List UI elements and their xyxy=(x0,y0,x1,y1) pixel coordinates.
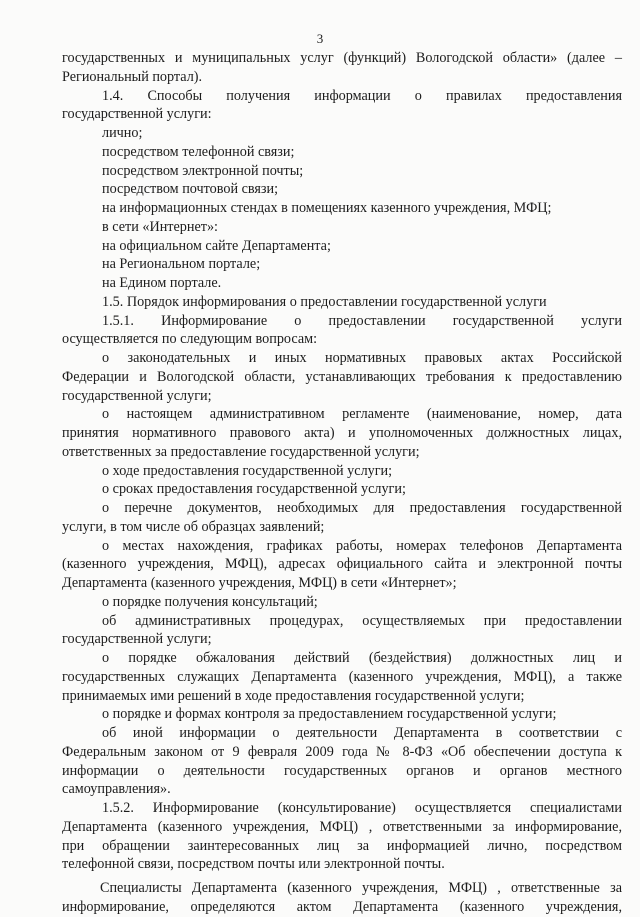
document-body xyxy=(62,49,622,917)
text-line: государственной услуги; xyxy=(62,631,212,648)
text-line: 1.5.1. Информирование о предоставлении государственной услуги xyxy=(102,312,622,329)
text-line: о настоящем административном регламенте (наименование, номер, дата xyxy=(102,406,622,423)
text-line: о ходе предоставления государственной услуги; xyxy=(102,462,393,479)
text-line: (казенного учреждения, МФЦ), адресах официального сайта и электронной почты xyxy=(62,556,622,573)
text-line: Федеральным законом от 9 февраля 2009 года № 8-ФЗ «Об обеспечении доступа к xyxy=(62,743,622,760)
text-line: в сети «Интернет»: xyxy=(102,218,219,235)
text-line: Региональный портал). xyxy=(62,68,203,85)
text-line: Специалисты Департамента (казенного учреждения, МФЦ) , ответственные за xyxy=(100,880,622,896)
text-line: на информационных стендах в помещениях казенного учреждения, МФЦ; xyxy=(102,200,552,216)
text-line: при обращении заинтересованных лиц за информацией лично, посредством xyxy=(62,837,622,854)
text-line: об иной информации о деятельности Департамента в соответствии с xyxy=(102,725,622,741)
text-line: посредством почтовой связи; xyxy=(102,181,279,198)
text-line: Департамента (казенного учреждения, МФЦ) , ответственными за информирование, xyxy=(62,818,622,835)
text-line: принятия нормативного правового акта) и уполномоченных должностных лицах, xyxy=(62,425,622,441)
text-line: о перечне документов, необходимых для предоставления государственной xyxy=(102,500,622,516)
text-line: информирование, определяются актом Департамента (казенного учреждения, xyxy=(62,898,622,915)
text-line: 1.5. Порядок информирования о предоставлении государственной услуги xyxy=(102,293,547,310)
text-line: государственной услуги; xyxy=(62,387,212,404)
text-line: Департамента (казенного учреждения, МФЦ) в сети «Интернет»; xyxy=(62,575,457,591)
text-line: принимаемых ими решений в ходе предоставления государственной услуги; xyxy=(62,687,525,704)
text-line: о местах нахождения, графиках работы, номерах телефонов Департамента xyxy=(102,537,622,554)
text-line: самоуправления». xyxy=(62,781,171,798)
text-line: информации о деятельности государственных органов и органов местного xyxy=(62,762,622,779)
text-line: на официальном сайте Департамента; xyxy=(102,237,331,254)
text-line: о сроках предоставления государственной услуги; xyxy=(102,481,406,498)
text-line: телефонной связи, посредством почты или электронной почты. xyxy=(62,856,445,873)
text-line: на Региональном портале; xyxy=(102,256,261,273)
text-line: о порядке обжалования действий (бездействия) должностных лиц и xyxy=(102,650,622,666)
text-line: ответственных за предоставление государственной услуги; xyxy=(62,443,420,460)
text-line: услуги, в том числе об образцах заявлений; xyxy=(62,518,325,535)
text-line: Федерации и Вологодской области, устанавливающих требования к предоставлению xyxy=(62,368,622,385)
text-line: посредством телефонной связи; xyxy=(102,143,295,160)
text-line: посредством электронной почты; xyxy=(102,162,304,179)
page-number: 3 xyxy=(316,31,324,46)
text-line: 1.5.2. Информирование (консультирование) осуществляется специалистами xyxy=(102,800,622,816)
text-line: о порядке и формах контроля за предоставлением государственной услуги; xyxy=(102,706,557,723)
text-line: государственных служащих Департамента (казенного учреждения, МФЦ), а также xyxy=(62,668,622,685)
text-line: государственных и муниципальных услуг (функций) Вологодской области» (далее – xyxy=(62,50,622,66)
text-line: осуществляется по следующим вопросам: xyxy=(62,331,318,348)
text-line: о законодательных и иных нормативных правовых актах Российской xyxy=(102,350,622,366)
text-line: о порядке получения консультаций; xyxy=(102,593,318,610)
text-line: лично; xyxy=(102,125,143,141)
text-line: 1.4. Способы получения информации о правилах предоставления xyxy=(102,87,622,104)
text-line: на Едином портале. xyxy=(102,275,222,291)
text-line: об административных процедурах, осуществляемых при предоставлении xyxy=(102,612,622,629)
text-line: государственной услуги: xyxy=(62,106,212,123)
